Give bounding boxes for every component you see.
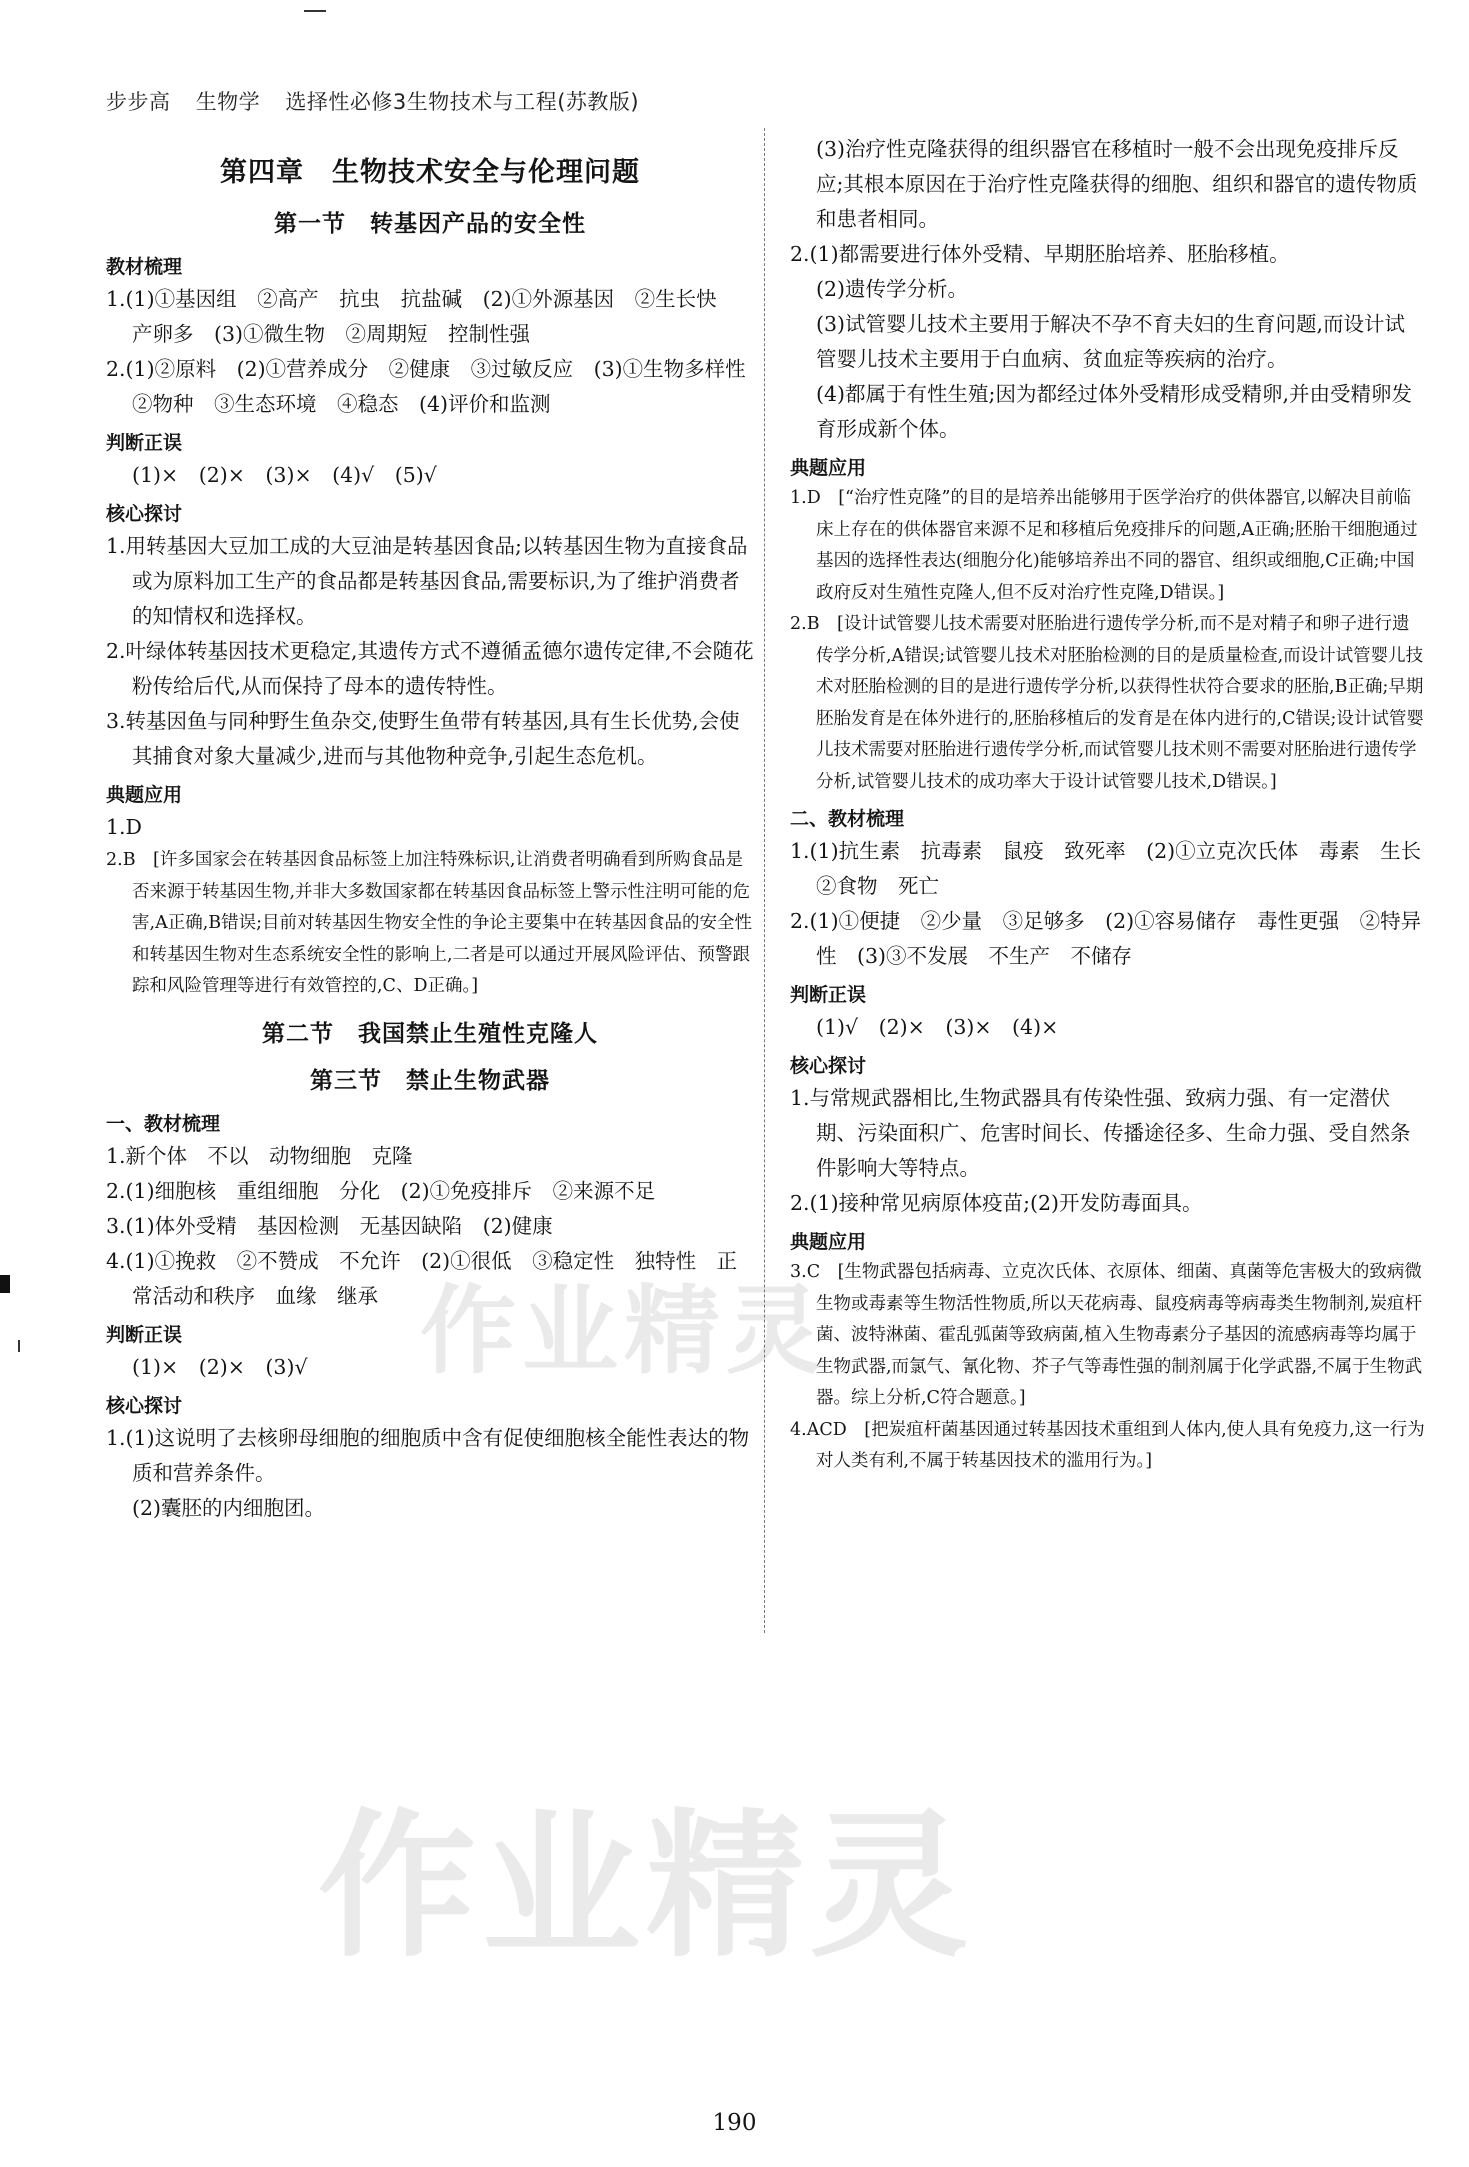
answer-item: (3)试管婴儿技术主要用于解决不孕不育夫妇的生育问题,而设计试管婴儿技术主要用于白血病、贫血症等疾病的治疗。: [816, 312, 1406, 371]
subheading: 判断正误: [106, 1323, 183, 1346]
subheading: 判断正误: [790, 984, 867, 1006]
section-title: 第一节 转基因产品的安全性: [274, 211, 586, 237]
answer-item: 2.(1)都需要进行体外受精、早期胚胎培养、胚胎移植。: [790, 242, 1290, 266]
answer-item: 1.D: [106, 815, 142, 839]
subheading: 典题应用: [106, 784, 183, 806]
answer-item: 4.(1)①挽救 ②不赞成 不允许 (2)①很低 ③稳定性 独特性 正常活动和秩序 血缘 继承: [106, 1248, 738, 1308]
answer-explanation: 3.C [生物武器包括病毒、立克次氏体、衣原体、细菌、真菌等危害极大的致病微生物或毒素等生物活性物质,所以天花病毒、鼠疫病毒等病毒类生物制剂,炭疽杆菌、波特淋菌、霍乱弧菌等致病菌,植入生物毒素分子基因的流感病毒等均属于生物武器,而氯气、氰化物、芥子气等毒性强的制剂属于化学武器,不属于生物武器。综上分析,C符合题意。]: [790, 1262, 1423, 1408]
subheading: 一、教材梳理: [106, 1112, 221, 1135]
subheading: 典题应用: [790, 457, 867, 479]
answer-item: 3.(1)体外受精 基因检测 无基因缺陷 (2)健康: [106, 1213, 553, 1238]
answer-item: 2.(1)接种常见病原体疫苗;(2)开发防毒面具。: [790, 1191, 1203, 1215]
subheading: 二、教材梳理: [790, 808, 905, 830]
subheading: 典题应用: [790, 1231, 867, 1253]
answer-item: (4)都属于有性生殖;因为都经过体外受精形成受精卵,并由受精卵发育形成新个体。: [816, 382, 1412, 441]
answer-item: 2.(1)②原料 (2)①营养成分 ②健康 ③过敏反应 (3)①生物多样性 ②物种 ③生态环境 ④稳态 (4)评价和监测: [106, 357, 767, 416]
subheading: 判断正误: [106, 432, 183, 454]
answer-item: (1)× (2)× (3)√: [132, 1354, 308, 1379]
answer-explanation: 2.B [许多国家会在转基因食品标签上加注特殊标识,让消费者明确看到所购食品是否来源于转基因生物,并非大多数国家都在转基因食品标签上警示性注明可能的危害,A正确,B错误;目前对转基因生物安全性的争论主要集中在转基因食品的安全性和转基因生物对生态系统安全性的影响上,二者是可以通过开展风险评估、预警跟踪和风险管理等进行有效管控的,C、D正确。]: [106, 850, 753, 996]
running-header: [106, 86, 657, 116]
answer-item: 3.转基因鱼与同种野生鱼杂交,使野生鱼带有转基因,具有生长优势,会使其捕食对象大量减少,进而与其他物种竞争,引起生态危机。: [106, 709, 740, 768]
answer-item: (2)囊胚的内细胞团。: [132, 1495, 326, 1520]
subheading: 核心探讨: [106, 503, 183, 525]
subheading: 核心探讨: [106, 1394, 183, 1417]
answer-explanation: 4.ACD [把炭疽杆菌基因通过转基因技术重组到人体内,使人具有免疫力,这一行为对人类有利,不属于转基因技术的滥用行为。]: [790, 1419, 1425, 1471]
watermark-small: 作业精灵: [420, 1275, 828, 1387]
top-edge-mark: [304, 10, 326, 12]
section-title: 第二节 我国禁止生殖性克隆人: [262, 1020, 598, 1047]
answer-item: 1.用转基因大豆加工成的大豆油是转基因食品;以转基因生物为直接食品或为原料加工生产的食品都是转基因食品,需要标识,为了维护消费者的知情权和选择权。: [106, 534, 748, 628]
answer-item: (3)治疗性克隆获得的组织器官在移植时一般不会出现免疫排斥反应;其根本原因在于治疗性克隆获得的细胞、组织和器官的遗传物质和患者相同。: [816, 137, 1418, 231]
answer-explanation: 2.B [设计试管婴儿技术需要对胚胎进行遗传学分析,而不是对精子和卵子进行遗传学分析,A错误;试管婴儿技术对胚胎检测的目的是质量检查,而设计试管婴儿技术对胚胎检测的目的是进行遗传学分析,以获得性状符合要求的胚胎,B正确;早期胚胎发育是在体外进行的,胚胎移植后的发育是在体内进行的,C错误;设计试管婴儿技术需要对胚胎进行遗传学分析,而试管婴儿技术则不需要对胚胎进行遗传学分析,试管婴儿技术的成功率大于设计试管婴儿技术,D错误。]: [790, 614, 1424, 792]
subheading: 核心探讨: [790, 1055, 867, 1077]
answer-item: (1)× (2)× (3)× (4)√ (5)√: [132, 463, 437, 487]
header-book: 选择性必修3生物技术与工程(苏教版): [285, 90, 640, 114]
binding-mark: [0, 1275, 10, 1293]
answer-item: 2.(1)细胞核 重组细胞 分化 (2)①免疫排斥 ②来源不足: [106, 1178, 656, 1203]
answer-item: (1)√ (2)× (3)× (4)×: [816, 1015, 1059, 1039]
answer-item: 1.(1)这说明了去核卵母细胞的细胞质中含有促使细胞核全能性表达的物质和营养条件。: [106, 1425, 750, 1485]
answer-item: 1.新个体 不以 动物细胞 克隆: [106, 1143, 413, 1168]
header-series: 步步高: [106, 90, 171, 114]
answer-item: 1.与常规武器相比,生物武器具有传染性强、致病力强、有一定潜伏期、污染面积广、危害时间长、传播途径多、生命力强、受自然条件影响大等特点。: [790, 1086, 1411, 1180]
answer-item: 1.(1)①基因组 ②高产 抗虫 抗盐碱 (2)①外源基因 ②生长快 产卵多 (3)①微生物 ②周期短 控制性强: [106, 287, 738, 346]
header-subject: 生物学: [195, 90, 261, 114]
page-number: 190: [712, 2110, 757, 2136]
answer-item: 1.(1)抗生素 抗毒素 鼠疫 致死率 (2)①立克次氏体 毒素 生长 ②食物 死亡: [790, 839, 1442, 898]
binding-tick: [18, 1340, 20, 1352]
chapter-title: 第四章 生物技术安全与伦理问题: [220, 157, 640, 188]
answer-item: 2.(1)①便捷 ②少量 ③足够多 (2)①容易储存 毒性更强 ②特异性 (3)③不发展 不生产 不储存: [790, 909, 1422, 968]
answer-item: (2)遗传学分析。: [816, 277, 969, 301]
section-title: 第三节 禁止生物武器: [310, 1067, 550, 1094]
column-divider: [764, 128, 765, 1633]
right-column: [790, 132, 1442, 1478]
subheading: 教材梳理: [106, 256, 183, 278]
answer-explanation: 1.D [“治疗性克隆”的目的是培养出能够用于医学治疗的供体器官,以解决目前临床上存在的供体器官来源不足和移植后免疫排斥的问题,A正确;胚胎干细胞通过基因的选择性表达(细胞分化)能够培养出不同的器官、组织或细胞,C正确;中国政府反对生殖性克隆人,但不反对治疗性克隆,D错误。]: [790, 488, 1418, 603]
answer-item: 2.叶绿体转基因技术更稳定,其遗传方式不遵循孟德尔遗传定律,不会随花粉传给后代,从而保持了母本的遗传特性。: [106, 639, 754, 698]
watermark-large: 作业精灵: [318, 1795, 974, 1979]
